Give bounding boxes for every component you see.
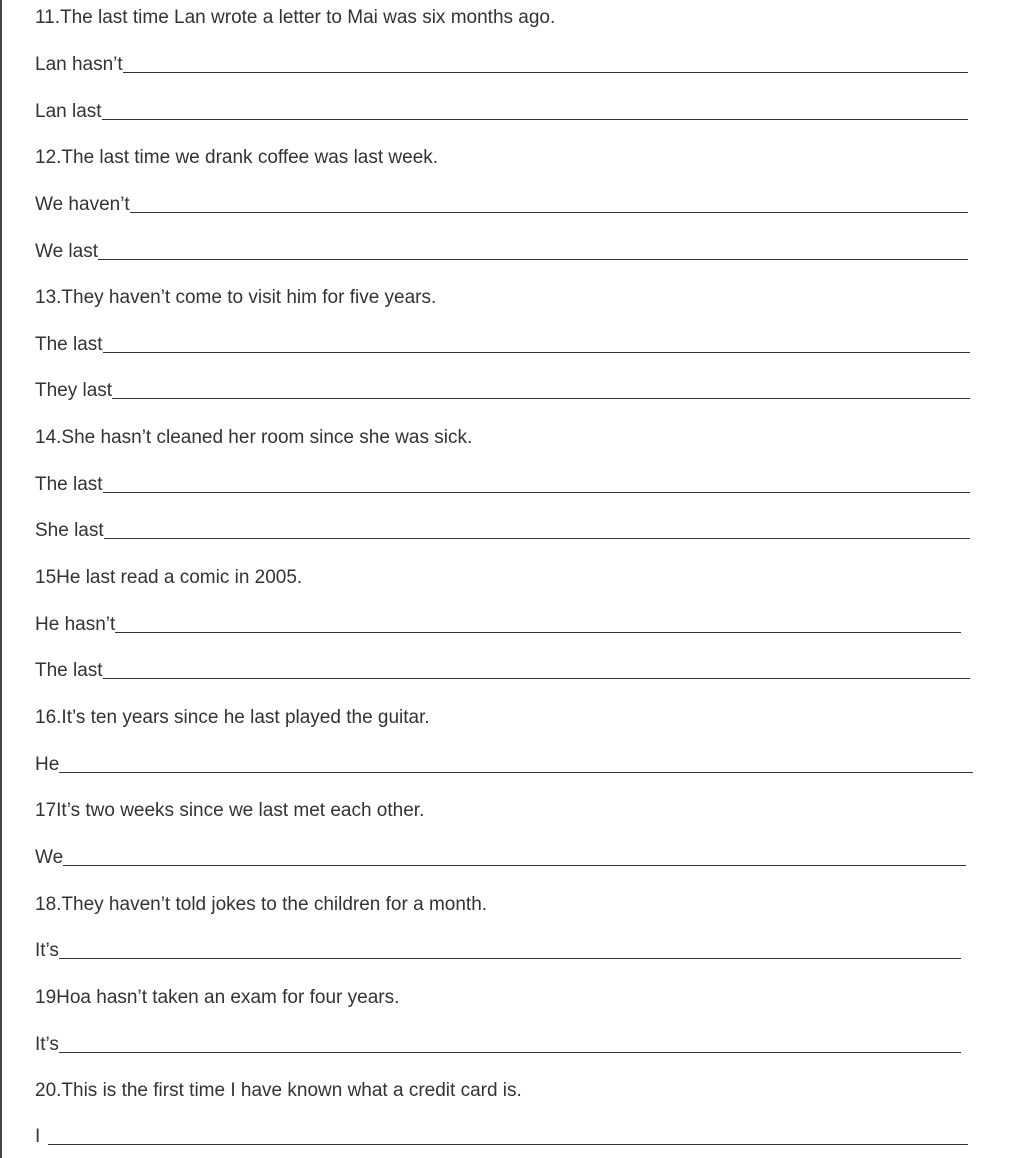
question-18-text: 18.They haven’t told jokes to the children for a month. [35,894,488,915]
question-15-text: 15He last read a comic in 2005. [35,567,303,588]
question-14-text: 14.She hasn’t cleaned her room since she was sick. [35,427,473,448]
answer-prompt: Lan last [35,101,102,122]
answer-prompt: We [35,847,64,868]
page-left-border [0,0,2,1158]
answer-blank[interactable] [112,398,970,399]
answer-blank[interactable] [130,212,968,213]
answer-line-15b[interactable] [35,656,970,682]
question-13 [35,283,735,309]
answer-line-18[interactable] [35,936,961,962]
question-11-text: 11.The last time Lan wrote a letter to Mai was six months ago. [35,7,556,28]
answer-prompt: It’s [35,1034,59,1055]
answer-line-15a[interactable] [35,610,961,636]
question-12 [35,143,735,169]
question-15 [35,563,735,589]
question-19-text: 19Hoa hasn’t taken an exam for four years. [35,987,400,1008]
question-20-text: 20.This is the first time I have known what a credit card is. [35,1080,522,1101]
answer-line-13a[interactable] [35,330,970,356]
question-12-text: 12.The last time we drank coffee was last week. [35,147,439,168]
answer-prompt: The last [35,660,103,681]
answer-prompt: They last [35,380,113,401]
question-14 [35,423,735,449]
question-11 [35,3,735,29]
question-19 [35,983,735,1009]
answer-blank[interactable] [103,678,970,679]
answer-line-12a[interactable] [35,190,968,216]
answer-blank[interactable] [104,538,970,539]
question-16-text: 16.It’s ten years since he last played the guitar. [35,707,430,728]
answer-prompt: The last [35,334,103,355]
answer-line-13b[interactable] [35,376,970,402]
answer-blank[interactable] [59,1052,961,1053]
answer-blank[interactable] [115,632,961,633]
answer-line-20[interactable] [35,1122,968,1148]
answer-line-12b[interactable] [35,237,968,263]
answer-prompt: We haven’t [35,194,130,215]
answer-prompt: We last [35,241,99,262]
question-17-text: 17It’s two weeks since we last met each other. [35,800,425,821]
answer-line-19[interactable] [35,1030,961,1056]
answer-blank[interactable] [102,119,968,120]
answer-prompt: The last [35,474,103,495]
answer-line-17[interactable] [35,843,966,869]
question-20 [35,1076,735,1102]
question-13-text: 13.They haven’t come to visit him for five years. [35,287,437,308]
answer-line-14b[interactable] [35,516,970,542]
answer-prompt: I [35,1126,41,1147]
answer-blank[interactable] [123,72,968,73]
answer-blank[interactable] [59,772,973,773]
answer-blank[interactable] [48,1144,968,1145]
answer-prompt: He hasn’t [35,614,116,635]
answer-prompt: It’s [35,940,59,961]
answer-blank[interactable] [103,492,970,493]
answer-blank[interactable] [63,865,966,866]
question-17 [35,796,735,822]
answer-prompt: Lan hasn’t [35,54,123,75]
answer-blank[interactable] [59,958,961,959]
answer-prompt: He [35,754,60,775]
question-18 [35,890,735,916]
answer-line-11b[interactable] [35,97,968,123]
answer-line-11a[interactable] [35,50,968,76]
answer-prompt: She last [35,520,104,541]
answer-blank[interactable] [103,352,970,353]
answer-blank[interactable] [98,259,968,260]
answer-line-14a[interactable] [35,470,970,496]
answer-line-16[interactable] [35,750,973,776]
question-16 [35,703,735,729]
